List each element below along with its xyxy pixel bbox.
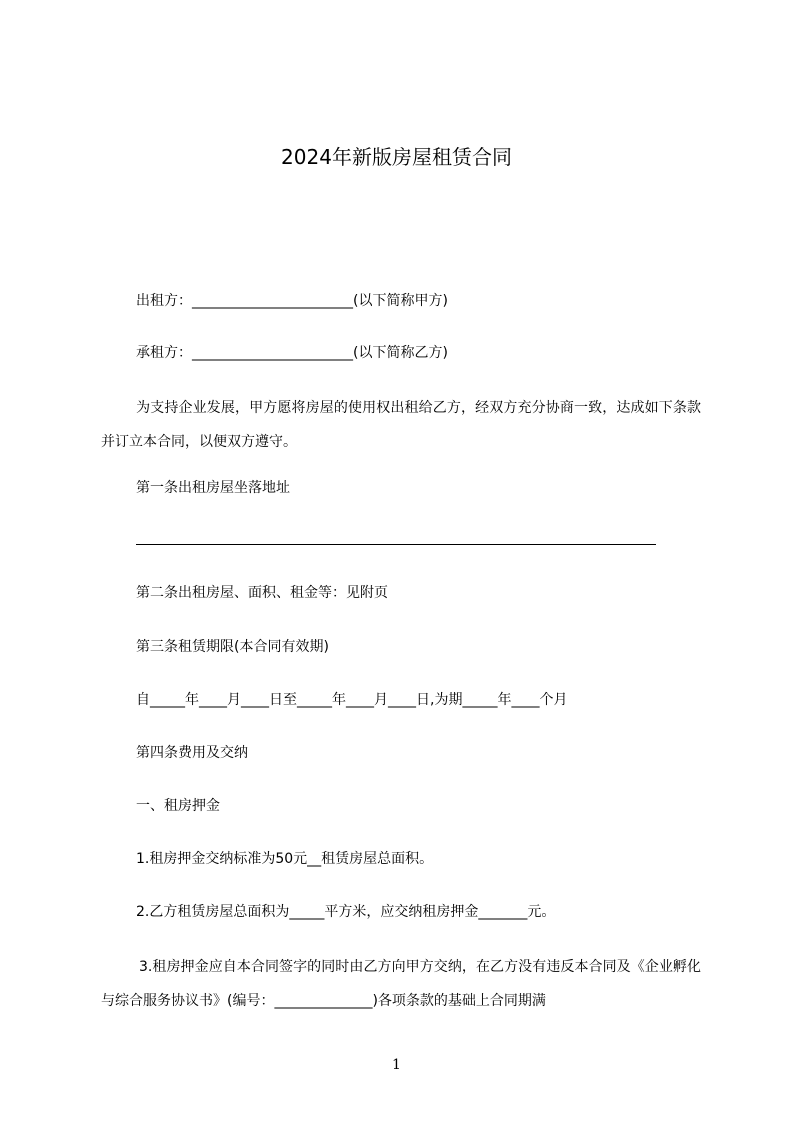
item-1: 1.租房押金交纳标准为50元__租赁房屋总面积。 bbox=[136, 851, 434, 867]
item-3-paragraph bbox=[101, 950, 701, 1018]
page-number: 1 bbox=[392, 1057, 401, 1073]
article-2-heading: 第二条出租房屋、面积、租金等：见附页 bbox=[136, 585, 388, 601]
lessor-line: 出租方：_______________________(以下简称甲方) bbox=[136, 293, 448, 309]
document-title: 2024年新版房屋租赁合同 bbox=[281, 145, 512, 169]
item-3-text: 3.租房押金应自本合同签字的同时由乙方向甲方交纳，在乙方没有违反本合同及《企业孵化与综合服务协议书》(编号：______________)各项条款的基础上合同期满 bbox=[101, 959, 701, 1009]
article-3-heading: 第三条租赁期限(本合同有效期) bbox=[136, 639, 329, 655]
address-blank-line bbox=[136, 544, 656, 545]
section-1-heading: 一、租房押金 bbox=[136, 798, 220, 814]
article-3-term: 自_____年____月____日至_____年____月____日,为期_____年____个月 bbox=[136, 692, 568, 708]
lessee-line: 承租方：_______________________(以下简称乙方) bbox=[136, 345, 448, 361]
item-2: 2.乙方租赁房屋总面积为_____平方米，应交纳租房押金_______元。 bbox=[136, 904, 556, 920]
article-4-heading: 第四条费用及交纳 bbox=[136, 745, 248, 761]
article-1-heading: 第一条出租房屋坐落地址 bbox=[136, 480, 290, 496]
intro-paragraph-text: 为支持企业发展，甲方愿将房屋的使用权出租给乙方，经双方充分协商一致，达成如下条款并订立本合同，以便双方遵守。 bbox=[101, 400, 701, 450]
intro-paragraph bbox=[101, 391, 701, 459]
